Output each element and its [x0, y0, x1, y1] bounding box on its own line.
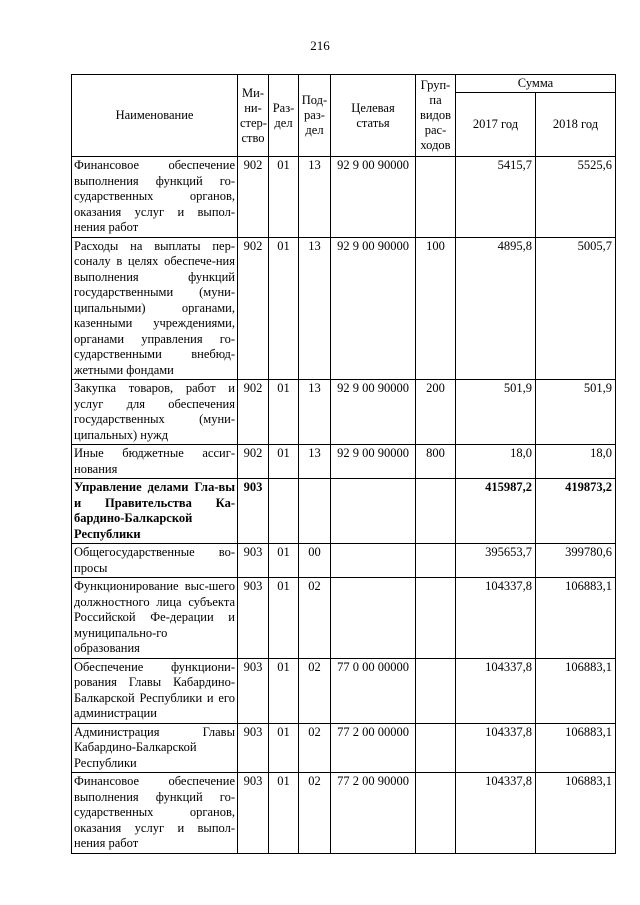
row-section: 01	[269, 237, 299, 380]
row-sum-2018: 106883,1	[536, 578, 616, 659]
row-subsection: 13	[299, 445, 331, 479]
row-sum-2017: 104337,8	[456, 578, 536, 659]
row-name: Расходы на выплаты пер-соналу в целях обеспече-ния выполнения функций государственными (муни-ципальными) органами, казенными учреждениями, органами управления го-сударственными внебюд-жетными фондами	[72, 237, 238, 380]
row-sum-2017: 104337,8	[456, 658, 536, 723]
row-sum-2018: 106883,1	[536, 658, 616, 723]
row-target	[331, 479, 416, 544]
header-target: Целевая статья	[331, 75, 416, 157]
row-name: Закупка товаров, работ и услуг для обеспечения государственных (муни-ципальных) нужд	[72, 380, 238, 445]
row-sum-2017: 415987,2	[456, 479, 536, 544]
row-section: 01	[269, 723, 299, 773]
row-expense-group	[416, 723, 456, 773]
row-sum-2017: 104337,8	[456, 773, 536, 854]
row-subsection: 02	[299, 578, 331, 659]
row-name: Финансовое обеспечение выполнения функций го-сударственных органов, оказания услуг и выпол-нения работ	[72, 773, 238, 854]
row-target	[331, 578, 416, 659]
row-expense-group: 100	[416, 237, 456, 380]
row-ministry: 902	[238, 157, 269, 238]
row-subsection: 02	[299, 723, 331, 773]
row-target: 77 2 00 00000	[331, 723, 416, 773]
budget-table	[71, 74, 616, 854]
header-2017: 2017 год	[456, 93, 536, 157]
row-name: Финансовое обеспечение выполнения функций го-сударственных органов, оказания услуг и выпол-нения работ	[72, 157, 238, 238]
table-row	[72, 544, 616, 578]
table-row	[72, 479, 616, 544]
row-expense-group: 200	[416, 380, 456, 445]
row-sum-2018: 18,0	[536, 445, 616, 479]
row-sum-2018: 5005,7	[536, 237, 616, 380]
row-ministry: 903	[238, 658, 269, 723]
row-expense-group	[416, 479, 456, 544]
header-expense-group: Груп- па видов рас- ходов	[416, 75, 456, 157]
row-name: Администрация Главы Кабардино-Балкарской Республики	[72, 723, 238, 773]
row-sum-2018: 399780,6	[536, 544, 616, 578]
row-name: Управление делами Гла-вы и Правительства Ка-бардино-Балкарской Республики	[72, 479, 238, 544]
row-sum-2018: 106883,1	[536, 723, 616, 773]
page-number: 216	[310, 38, 330, 53]
table-row	[72, 157, 616, 238]
row-sum-2018: 419873,2	[536, 479, 616, 544]
row-sum-2017: 395653,7	[456, 544, 536, 578]
header-section: Раз- дел	[269, 75, 299, 157]
row-sum-2018: 106883,1	[536, 773, 616, 854]
row-subsection: 00	[299, 544, 331, 578]
row-expense-group	[416, 773, 456, 854]
row-ministry: 903	[238, 479, 269, 544]
row-target: 92 9 00 90000	[331, 445, 416, 479]
row-sum-2017: 18,0	[456, 445, 536, 479]
table-row	[72, 380, 616, 445]
row-name: Обеспечение функциони-рования Главы Кабардино-Балкарской Республики и его администрации	[72, 658, 238, 723]
row-subsection: 13	[299, 157, 331, 238]
row-subsection: 02	[299, 773, 331, 854]
row-subsection: 13	[299, 237, 331, 380]
row-expense-group	[416, 578, 456, 659]
row-target: 92 9 00 90000	[331, 237, 416, 380]
row-ministry: 903	[238, 773, 269, 854]
row-section: 01	[269, 658, 299, 723]
row-subsection: 02	[299, 658, 331, 723]
table-row	[72, 445, 616, 479]
row-sum-2017: 5415,7	[456, 157, 536, 238]
row-section: 01	[269, 380, 299, 445]
row-subsection	[299, 479, 331, 544]
row-expense-group	[416, 544, 456, 578]
row-expense-group: 800	[416, 445, 456, 479]
row-target: 92 9 00 90000	[331, 157, 416, 238]
table-row	[72, 723, 616, 773]
row-ministry: 903	[238, 544, 269, 578]
row-section: 01	[269, 544, 299, 578]
header-2018: 2018 год	[536, 93, 616, 157]
row-name: Функционирование выс-шего должностного лица субъекта Российской Фе-дерации и муниципально-го образования	[72, 578, 238, 659]
row-ministry: 903	[238, 723, 269, 773]
row-ministry: 903	[238, 578, 269, 659]
row-subsection: 13	[299, 380, 331, 445]
row-section: 01	[269, 445, 299, 479]
row-name: Общегосударственные во-просы	[72, 544, 238, 578]
row-target	[331, 544, 416, 578]
row-section: 01	[269, 578, 299, 659]
row-ministry: 902	[238, 380, 269, 445]
row-sum-2017: 104337,8	[456, 723, 536, 773]
header-sum: Сумма	[456, 75, 616, 93]
row-sum-2017: 501,9	[456, 380, 536, 445]
row-section: 01	[269, 773, 299, 854]
row-name: Иные бюджетные ассиг-нования	[72, 445, 238, 479]
header-subsection: Под- раз- дел	[299, 75, 331, 157]
row-section	[269, 479, 299, 544]
row-section: 01	[269, 157, 299, 238]
header-name: Наименование	[72, 75, 238, 157]
row-expense-group	[416, 157, 456, 238]
row-sum-2017: 4895,8	[456, 237, 536, 380]
row-sum-2018: 501,9	[536, 380, 616, 445]
row-target: 77 0 00 00000	[331, 658, 416, 723]
row-expense-group	[416, 658, 456, 723]
table-row	[72, 658, 616, 723]
table-row	[72, 237, 616, 380]
table-row	[72, 578, 616, 659]
row-target: 92 9 00 90000	[331, 380, 416, 445]
row-sum-2018: 5525,6	[536, 157, 616, 238]
row-ministry: 902	[238, 445, 269, 479]
header-ministry: Ми- ни- стер- ство	[238, 75, 269, 157]
row-target: 77 2 00 90000	[331, 773, 416, 854]
table-row	[72, 773, 616, 854]
row-ministry: 902	[238, 237, 269, 380]
